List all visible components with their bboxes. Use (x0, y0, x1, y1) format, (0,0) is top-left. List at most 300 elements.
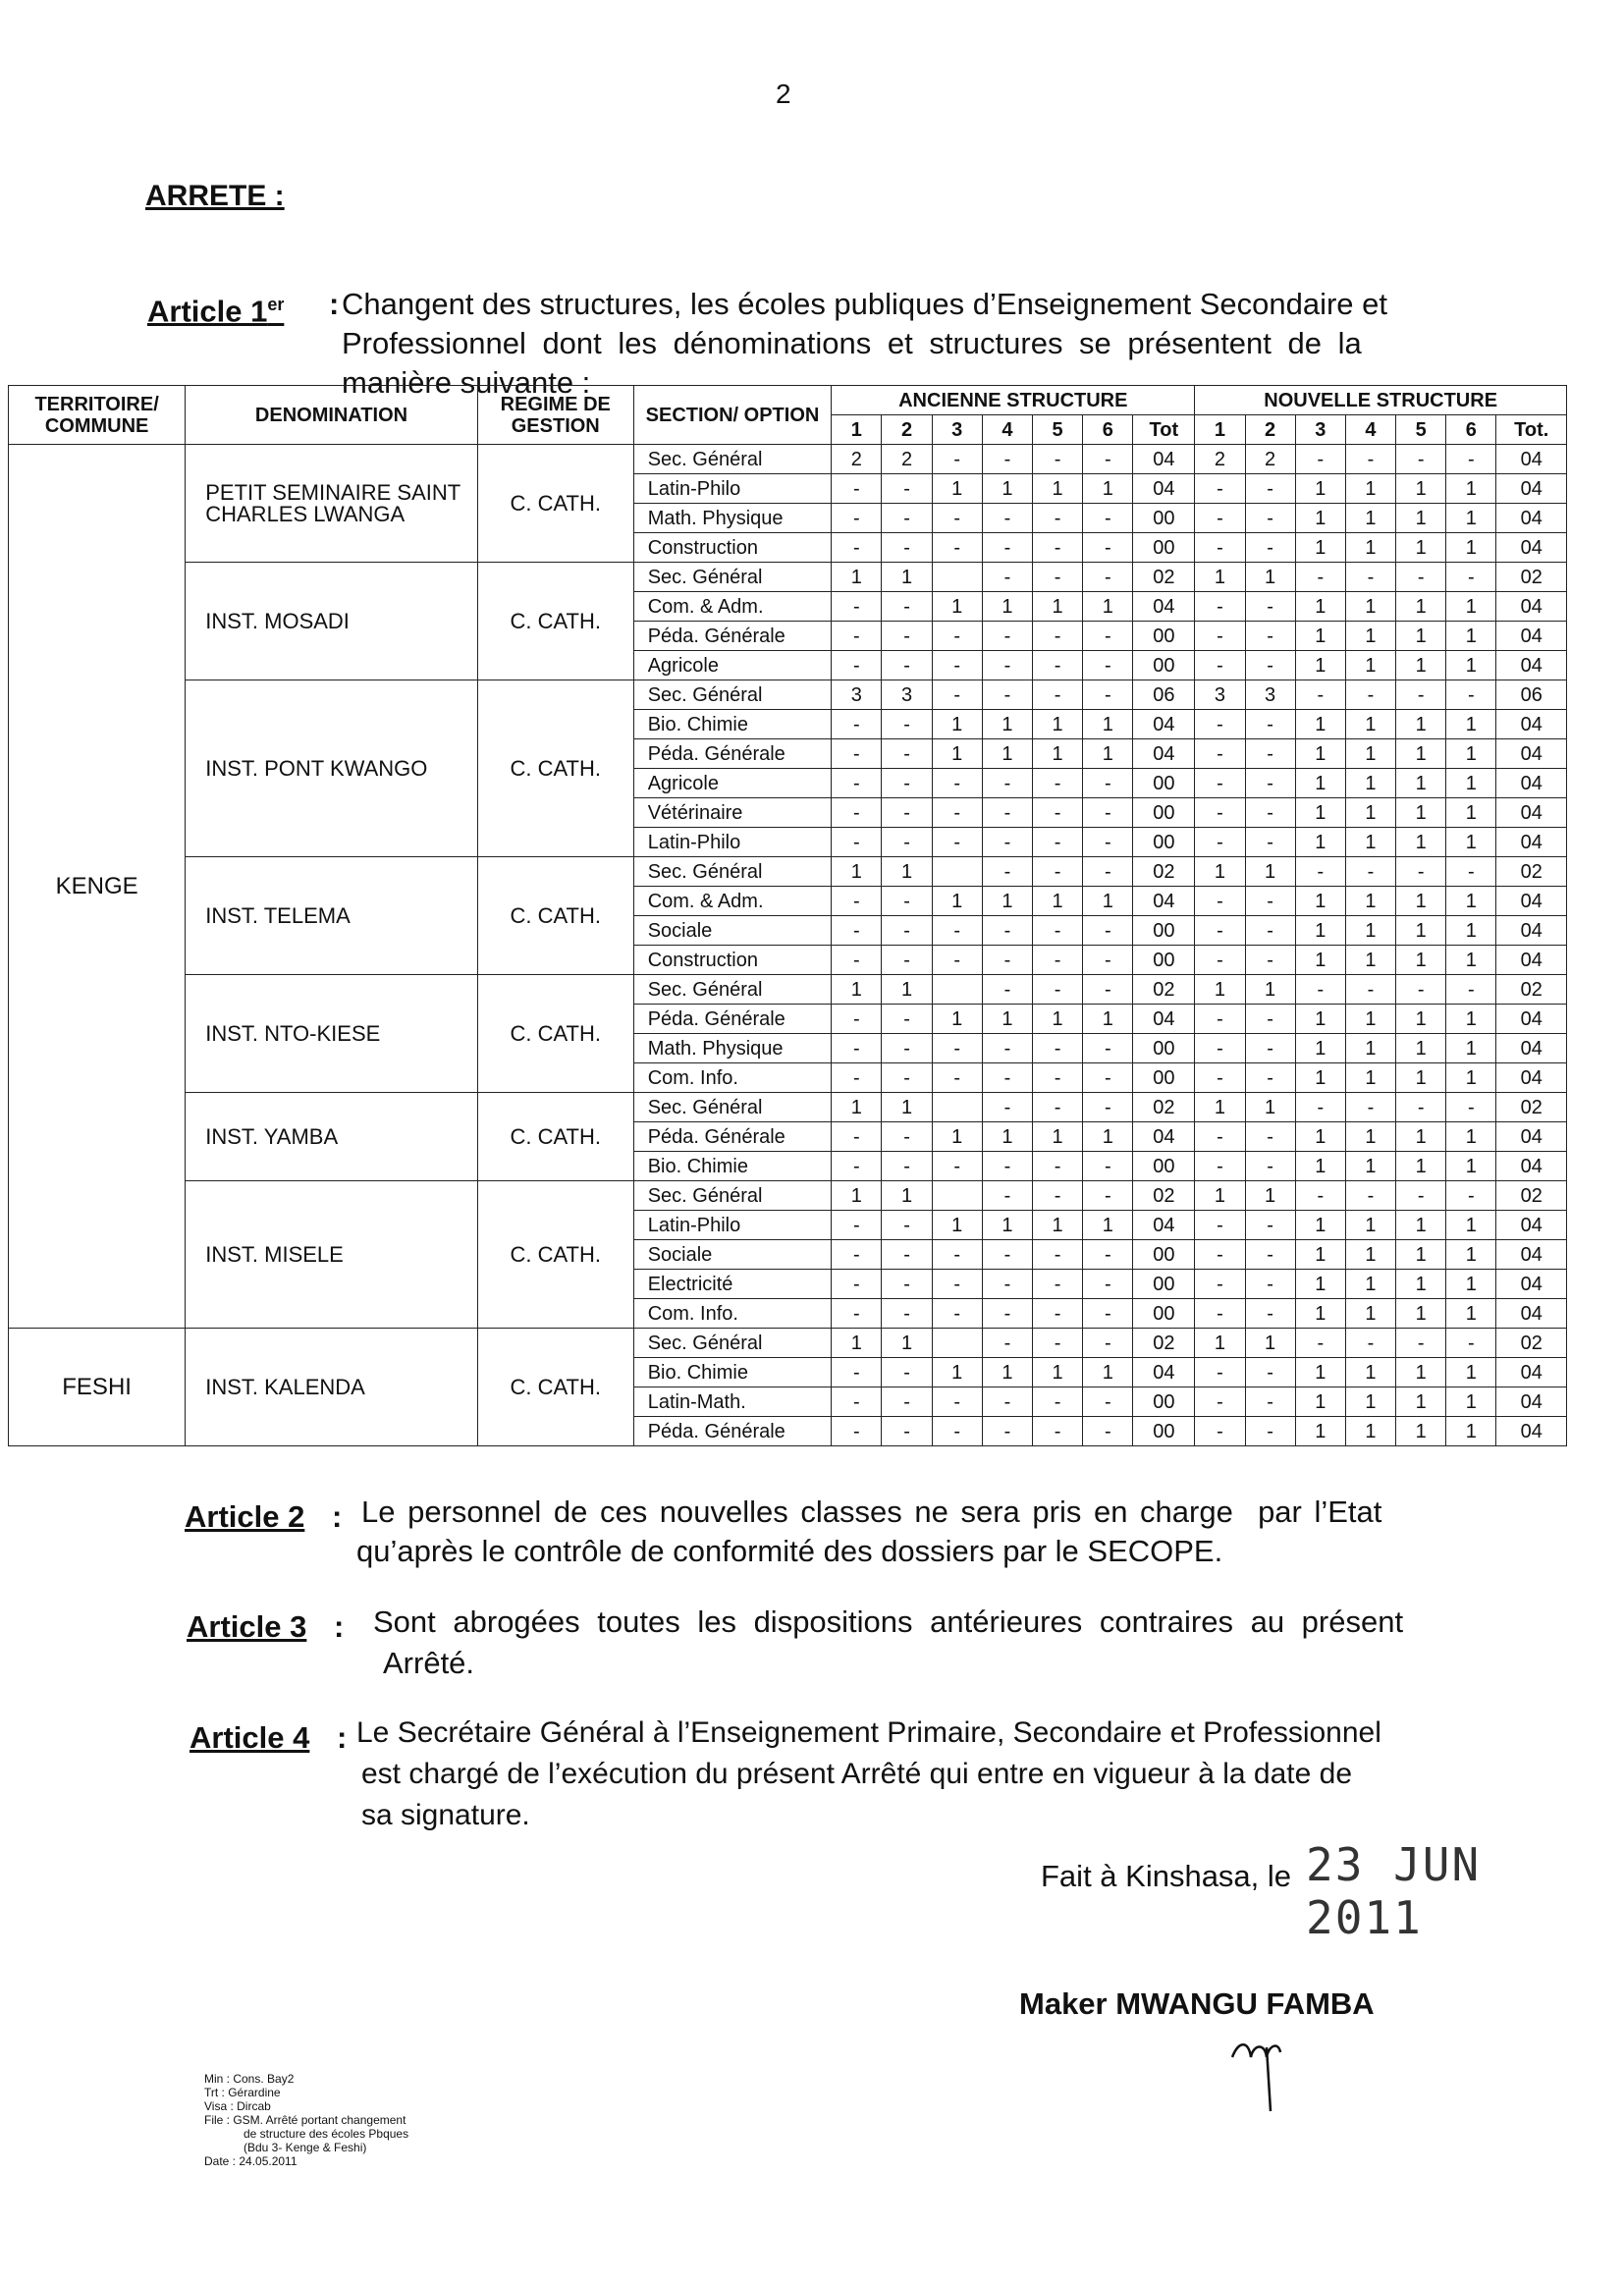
value-cell: 1 (1083, 1122, 1133, 1152)
value-cell: 1 (1446, 533, 1496, 563)
value-cell: 1 (1195, 975, 1245, 1005)
value-cell: - (1345, 445, 1395, 474)
value-cell: - (1295, 975, 1345, 1005)
value-cell: 1 (1295, 887, 1345, 916)
option-cell: Latin-Philo (633, 474, 832, 504)
table-row (9, 445, 1567, 474)
value-cell: - (1195, 1270, 1245, 1299)
value-cell (932, 1329, 982, 1358)
value-cell: 1 (932, 1358, 982, 1387)
value-cell: - (832, 474, 882, 504)
table-row (9, 1181, 1567, 1211)
value-cell: 04 (1133, 445, 1195, 474)
value-cell: 04 (1133, 1211, 1195, 1240)
option-cell: Math. Physique (633, 504, 832, 533)
value-cell: 1 (982, 1122, 1032, 1152)
value-cell: 1 (982, 1358, 1032, 1387)
value-cell: 1 (1345, 1270, 1395, 1299)
value-cell: 04 (1496, 474, 1567, 504)
value-cell: 1 (1396, 1417, 1446, 1446)
article-2-line-1: Le personnel de ces nouvelles classes ne sera pris en charge par l’Etat (361, 1495, 1382, 1529)
value-cell: - (1345, 1093, 1395, 1122)
value-cell: - (1195, 504, 1245, 533)
value-cell: 02 (1496, 1329, 1567, 1358)
value-cell: 04 (1133, 739, 1195, 769)
value-cell: 1 (1446, 769, 1496, 798)
value-cell: - (882, 739, 932, 769)
value-cell: - (1083, 1034, 1133, 1063)
value-cell: - (1083, 798, 1133, 828)
value-cell: 04 (1496, 887, 1567, 916)
table-row (9, 1329, 1567, 1358)
ref-line: Trt : Gérardine (204, 2086, 281, 2099)
value-cell: 04 (1496, 828, 1567, 857)
value-cell: 04 (1133, 592, 1195, 622)
regime-cell: C. CATH. (477, 1093, 633, 1181)
header-nouvelle-col: Tot. (1496, 415, 1567, 445)
option-cell: Péda. Générale (633, 1417, 832, 1446)
ref-line: de structure des écoles Pbques (244, 2127, 409, 2141)
value-cell: - (1446, 1329, 1496, 1358)
value-cell: 1 (1396, 504, 1446, 533)
value-cell: - (1396, 1093, 1446, 1122)
ref-line: Min : Cons. Bay2 (204, 2072, 295, 2086)
value-cell: 3 (1245, 680, 1295, 710)
value-cell: - (1195, 916, 1245, 946)
value-cell: - (1245, 1063, 1295, 1093)
value-cell: - (882, 769, 932, 798)
value-cell: - (1345, 857, 1395, 887)
value-cell: - (1083, 1417, 1133, 1446)
value-cell: 1 (1195, 857, 1245, 887)
value-cell: - (1245, 1211, 1295, 1240)
value-cell: - (1245, 504, 1295, 533)
value-cell: - (982, 946, 1032, 975)
value-cell: 1 (1396, 1122, 1446, 1152)
value-cell: - (1083, 769, 1133, 798)
value-cell: - (982, 651, 1032, 680)
article-4-colon: : (337, 1720, 348, 1755)
value-cell: - (832, 1211, 882, 1240)
value-cell: 02 (1133, 975, 1195, 1005)
value-cell: - (982, 504, 1032, 533)
value-cell: 1 (1446, 887, 1496, 916)
article-4-line-2: est chargé de l’exécution du présent Arrêté qui entre en vigueur à la date de (361, 1758, 1352, 1790)
value-cell: - (1033, 533, 1083, 563)
value-cell: - (1245, 1034, 1295, 1063)
article-3-label: Article 3 (187, 1609, 307, 1644)
value-cell: - (982, 1152, 1032, 1181)
value-cell (932, 1093, 982, 1122)
value-cell: 1 (1295, 1358, 1345, 1387)
value-cell: - (932, 1152, 982, 1181)
value-cell: - (882, 828, 932, 857)
value-cell: - (1295, 445, 1345, 474)
value-cell: 1 (1033, 1122, 1083, 1152)
value-cell: 1 (1295, 1152, 1345, 1181)
value-cell: 04 (1496, 1240, 1567, 1270)
value-cell: - (982, 828, 1032, 857)
value-cell: - (1245, 1152, 1295, 1181)
value-cell: 1 (1345, 946, 1395, 975)
value-cell: - (882, 533, 932, 563)
value-cell: 04 (1496, 1122, 1567, 1152)
value-cell: 04 (1496, 798, 1567, 828)
denomination-cell: INST. KALENDA (186, 1329, 478, 1446)
value-cell: - (832, 1417, 882, 1446)
value-cell: - (932, 1063, 982, 1093)
option-cell: Latin-Math. (633, 1387, 832, 1417)
header-ancienne-structure: ANCIENNE STRUCTURE (832, 386, 1195, 415)
value-cell: 1 (1446, 1270, 1496, 1299)
value-cell: 1 (982, 474, 1032, 504)
value-cell: 1 (1345, 622, 1395, 651)
value-cell: 1 (1345, 710, 1395, 739)
value-cell: 04 (1496, 1387, 1567, 1417)
header-territoire: TERRITOIRE/ COMMUNE (9, 386, 186, 445)
value-cell: - (882, 651, 932, 680)
value-cell: - (932, 533, 982, 563)
value-cell: - (832, 1005, 882, 1034)
value-cell: - (1195, 1152, 1245, 1181)
value-cell: 1 (1295, 1387, 1345, 1417)
value-cell: 04 (1496, 739, 1567, 769)
value-cell: 1 (1396, 828, 1446, 857)
value-cell: 1 (1345, 504, 1395, 533)
value-cell: - (1033, 651, 1083, 680)
value-cell: - (832, 946, 882, 975)
value-cell: 1 (1033, 1211, 1083, 1240)
value-cell: 04 (1496, 592, 1567, 622)
value-cell: 1 (1345, 887, 1395, 916)
value-cell: 1 (1245, 1093, 1295, 1122)
value-cell: - (1396, 975, 1446, 1005)
article-3 (187, 1603, 1492, 1681)
value-cell: - (1345, 1181, 1395, 1211)
value-cell: - (882, 710, 932, 739)
value-cell: - (932, 946, 982, 975)
value-cell: - (1083, 916, 1133, 946)
value-cell: 04 (1496, 1270, 1567, 1299)
value-cell: - (1195, 828, 1245, 857)
value-cell: - (832, 828, 882, 857)
value-cell: - (1245, 1270, 1295, 1299)
ref-line: (Bdu 3- Kenge & Feshi) (244, 2141, 367, 2154)
value-cell: 1 (1396, 1211, 1446, 1240)
value-cell: 00 (1133, 1152, 1195, 1181)
value-cell: - (832, 739, 882, 769)
value-cell: 1 (1396, 592, 1446, 622)
value-cell: 1 (882, 1329, 932, 1358)
value-cell: - (1195, 1122, 1245, 1152)
value-cell: 1 (1396, 1387, 1446, 1417)
option-cell: Math. Physique (633, 1034, 832, 1063)
value-cell: - (1446, 563, 1496, 592)
value-cell: - (882, 1299, 932, 1329)
value-cell: - (882, 1270, 932, 1299)
value-cell: 1 (1295, 651, 1345, 680)
denomination-cell: INST. YAMBA (186, 1093, 478, 1181)
value-cell: 04 (1496, 1417, 1567, 1446)
option-cell: Sociale (633, 916, 832, 946)
value-cell: - (1446, 975, 1496, 1005)
value-cell: 2 (832, 445, 882, 474)
value-cell: 1 (1396, 710, 1446, 739)
header-nouvelle-col: 6 (1446, 415, 1496, 445)
option-cell: Sec. Général (633, 1329, 832, 1358)
value-cell: 1 (1396, 1152, 1446, 1181)
value-cell: - (1195, 769, 1245, 798)
value-cell: - (1033, 1270, 1083, 1299)
value-cell: 1 (1345, 1240, 1395, 1270)
value-cell: - (1195, 474, 1245, 504)
value-cell: 1 (1345, 1063, 1395, 1093)
value-cell: - (1396, 1181, 1446, 1211)
value-cell: 1 (1446, 946, 1496, 975)
value-cell: - (1245, 1358, 1295, 1387)
value-cell: - (1396, 680, 1446, 710)
value-cell: - (1245, 622, 1295, 651)
header-regime: REGIME DE GESTION (477, 386, 633, 445)
value-cell: 1 (1396, 798, 1446, 828)
value-cell: 1 (932, 739, 982, 769)
value-cell: 2 (1195, 445, 1245, 474)
value-cell: - (1195, 622, 1245, 651)
value-cell: - (1245, 651, 1295, 680)
value-cell: - (882, 916, 932, 946)
value-cell: 1 (1295, 1240, 1345, 1270)
signatory-name: Maker MWANGU FAMBA (1019, 1986, 1375, 2021)
value-cell: 02 (1133, 1181, 1195, 1211)
value-cell: - (832, 1122, 882, 1152)
value-cell: 1 (1446, 739, 1496, 769)
value-cell: - (932, 622, 982, 651)
value-cell: - (1446, 680, 1496, 710)
value-cell: - (932, 769, 982, 798)
value-cell: 04 (1496, 769, 1567, 798)
value-cell: - (832, 916, 882, 946)
value-cell: - (1195, 1299, 1245, 1329)
value-cell: - (1245, 1299, 1295, 1329)
option-cell: Sec. Général (633, 563, 832, 592)
option-cell: Construction (633, 946, 832, 975)
option-cell: Sec. Général (633, 680, 832, 710)
arrete-heading: ARRETE : (145, 180, 285, 212)
header-ancienne-col: 3 (932, 415, 982, 445)
value-cell: - (932, 1387, 982, 1417)
article-3-colon: : (334, 1609, 345, 1644)
value-cell: - (1195, 1358, 1245, 1387)
value-cell: - (1345, 563, 1395, 592)
value-cell: - (882, 1152, 932, 1181)
value-cell: - (1446, 1181, 1496, 1211)
value-cell: - (1033, 946, 1083, 975)
value-cell: 04 (1496, 1034, 1567, 1063)
value-cell: - (832, 651, 882, 680)
value-cell: 1 (1033, 1005, 1083, 1034)
value-cell: 00 (1133, 533, 1195, 563)
value-cell: 1 (1345, 474, 1395, 504)
value-cell: - (1033, 1093, 1083, 1122)
value-cell: 1 (932, 474, 982, 504)
value-cell: 04 (1496, 946, 1567, 975)
value-cell: - (932, 1034, 982, 1063)
header-nouvelle-col: 2 (1245, 415, 1295, 445)
value-cell: - (882, 1417, 932, 1446)
value-cell: 1 (982, 710, 1032, 739)
value-cell: 1 (1245, 1181, 1295, 1211)
value-cell: 00 (1133, 504, 1195, 533)
header-ancienne-col: 5 (1033, 415, 1083, 445)
value-cell: - (882, 504, 932, 533)
value-cell: - (982, 1034, 1032, 1063)
value-cell: 1 (1396, 916, 1446, 946)
value-cell: - (882, 1034, 932, 1063)
value-cell: 1 (1295, 828, 1345, 857)
option-cell: Com. & Adm. (633, 887, 832, 916)
value-cell: 1 (1396, 1270, 1446, 1299)
value-cell: 1 (1396, 769, 1446, 798)
value-cell: 1 (1345, 1358, 1395, 1387)
value-cell: - (982, 622, 1032, 651)
regime-cell: C. CATH. (477, 857, 633, 975)
value-cell: - (1033, 769, 1083, 798)
value-cell: 1 (1295, 1122, 1345, 1152)
value-cell: 1 (1295, 1005, 1345, 1034)
value-cell: 1 (1083, 1211, 1133, 1240)
value-cell: - (1446, 445, 1496, 474)
value-cell: 2 (882, 445, 932, 474)
value-cell: - (1033, 680, 1083, 710)
value-cell: 1 (932, 592, 982, 622)
value-cell: - (882, 1211, 932, 1240)
value-cell: 1 (932, 1122, 982, 1152)
value-cell: 1 (1033, 1358, 1083, 1387)
value-cell: 02 (1496, 1093, 1567, 1122)
value-cell: 1 (1446, 1211, 1496, 1240)
option-cell: Com. Info. (633, 1299, 832, 1329)
value-cell: 1 (1295, 739, 1345, 769)
value-cell: 1 (1396, 887, 1446, 916)
value-cell: 04 (1133, 710, 1195, 739)
denomination-cell: INST. MOSADI (186, 563, 478, 680)
value-cell: 04 (1496, 1211, 1567, 1240)
value-cell: 1 (1396, 1005, 1446, 1034)
value-cell: 1 (1245, 1329, 1295, 1358)
value-cell: 1 (1245, 857, 1295, 887)
value-cell: - (1295, 1181, 1345, 1211)
value-cell: - (982, 533, 1032, 563)
value-cell: 1 (982, 1211, 1032, 1240)
value-cell: - (1446, 857, 1496, 887)
value-cell: 1 (1033, 474, 1083, 504)
value-cell: 1 (1033, 710, 1083, 739)
value-cell: - (1083, 975, 1133, 1005)
value-cell: - (1083, 504, 1133, 533)
option-cell: Agricole (633, 769, 832, 798)
value-cell: 1 (1083, 474, 1133, 504)
value-cell: 1 (1345, 1387, 1395, 1417)
value-cell: 1 (1295, 710, 1345, 739)
value-cell: - (1245, 769, 1295, 798)
value-cell: - (1245, 887, 1295, 916)
value-cell: 1 (1295, 474, 1345, 504)
header-ancienne-col: 4 (982, 415, 1032, 445)
structures-table (8, 385, 1567, 1446)
value-cell: 1 (1033, 887, 1083, 916)
value-cell: - (882, 946, 932, 975)
value-cell: - (1396, 857, 1446, 887)
article-4-line-3: sa signature. (361, 1799, 530, 1831)
value-cell: - (1033, 857, 1083, 887)
value-cell: - (932, 1240, 982, 1270)
value-cell: - (982, 975, 1032, 1005)
value-cell: - (1345, 680, 1395, 710)
value-cell: 00 (1133, 1034, 1195, 1063)
value-cell: - (1245, 1122, 1295, 1152)
value-cell: - (1033, 1387, 1083, 1417)
reference-block (204, 2072, 408, 2168)
value-cell: 1 (1295, 916, 1345, 946)
value-cell: - (1033, 1417, 1083, 1446)
value-cell: 00 (1133, 769, 1195, 798)
option-cell: Péda. Générale (633, 1122, 832, 1152)
value-cell: 00 (1133, 828, 1195, 857)
article-3-line-1: Sont abrogées toutes les dispositions antérieures contraires au présent (373, 1604, 1404, 1639)
value-cell: - (882, 1063, 932, 1093)
value-cell: 04 (1496, 1063, 1567, 1093)
value-cell: - (1033, 504, 1083, 533)
value-cell: - (932, 445, 982, 474)
value-cell: - (982, 769, 1032, 798)
option-cell: Latin-Philo (633, 828, 832, 857)
header-ancienne-col: 2 (882, 415, 932, 445)
value-cell: - (982, 857, 1032, 887)
value-cell: - (1245, 798, 1295, 828)
value-cell: 02 (1133, 857, 1195, 887)
value-cell: - (1245, 592, 1295, 622)
value-cell: 00 (1133, 798, 1195, 828)
value-cell: - (1033, 563, 1083, 592)
value-cell: - (1083, 651, 1133, 680)
value-cell: - (1033, 975, 1083, 1005)
value-cell: - (1033, 1299, 1083, 1329)
value-cell: - (982, 680, 1032, 710)
date-stamp: 23 JUN 2011 (1306, 1838, 1482, 1944)
value-cell: 1 (1083, 1005, 1133, 1034)
regime-cell: C. CATH. (477, 975, 633, 1093)
value-cell: - (982, 1299, 1032, 1329)
option-cell: Vétérinaire (633, 798, 832, 828)
value-cell: 1 (1396, 1358, 1446, 1387)
article-4-label: Article 4 (189, 1720, 310, 1755)
fait-a-kinshasa: Fait à Kinshasa, le (1041, 1859, 1292, 1893)
value-cell: - (1195, 651, 1245, 680)
value-cell: 3 (832, 680, 882, 710)
article-1-line-3: manière suivante : (342, 365, 591, 400)
denomination-cell: PETIT SEMINAIRE SAINT CHARLES LWANGA (186, 445, 478, 563)
value-cell: - (1195, 946, 1245, 975)
ref-line: File : GSM. Arrêté portant changement (204, 2113, 406, 2127)
value-cell: - (1083, 445, 1133, 474)
value-cell: - (1195, 1034, 1245, 1063)
value-cell: - (1083, 828, 1133, 857)
value-cell: - (1083, 946, 1133, 975)
value-cell: - (832, 1270, 882, 1299)
value-cell: 1 (1295, 1034, 1345, 1063)
value-cell: - (1245, 739, 1295, 769)
value-cell: - (832, 1240, 882, 1270)
